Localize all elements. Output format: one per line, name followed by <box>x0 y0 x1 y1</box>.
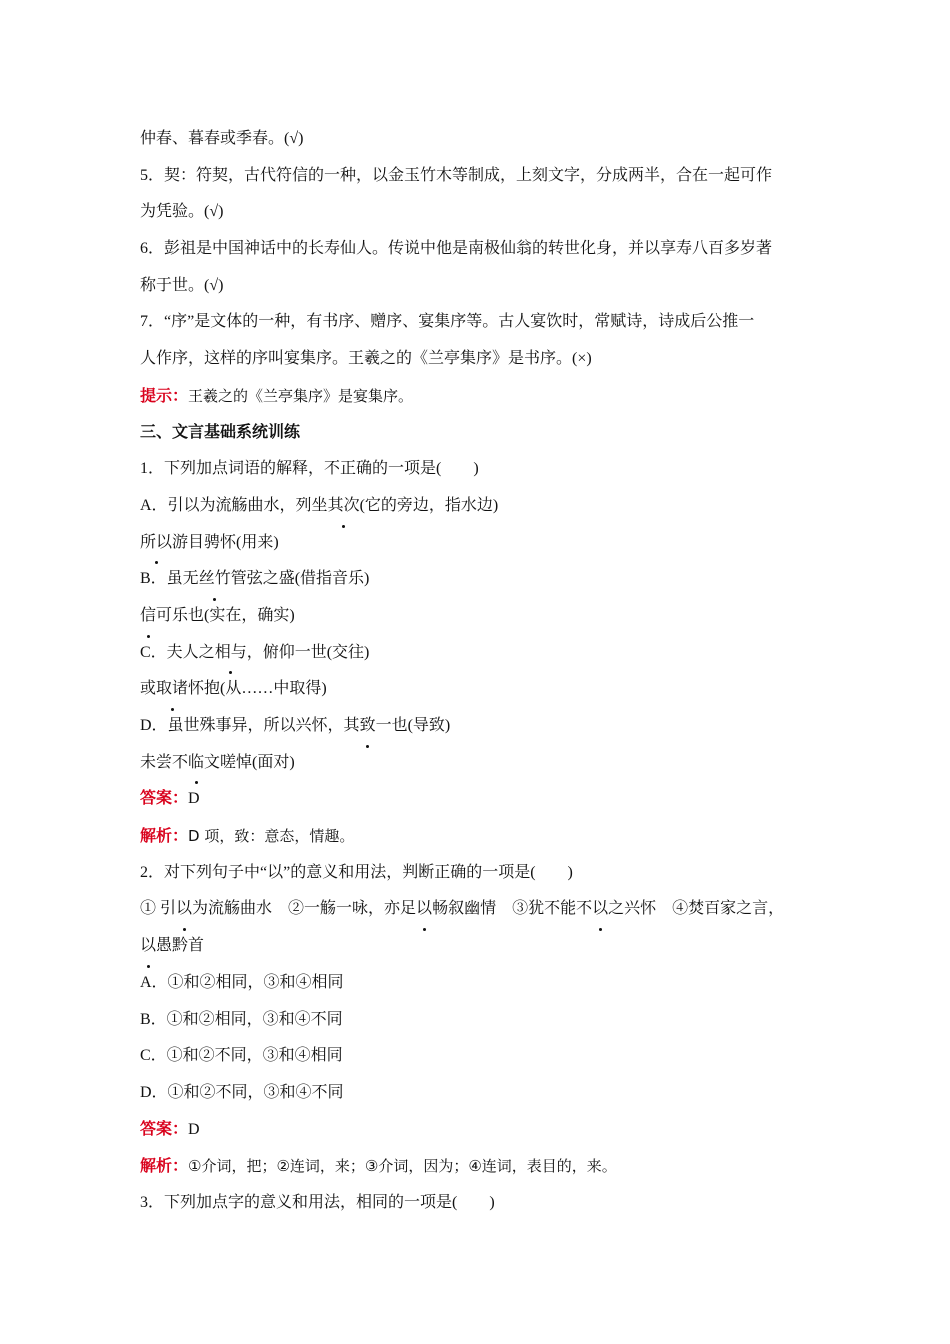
answer-label: 答案： <box>140 1120 189 1138</box>
answer-line <box>140 781 820 818</box>
dotted-word: 相与 <box>215 635 247 672</box>
question-7-line: 7．“序”是文体的一种，有书序、赠序、宴集序等。古人宴饮时，常赋诗，诗成后公推一 <box>140 313 755 331</box>
text-segment: 文嗟悼(面对) <box>204 753 295 771</box>
text-segment: D．虽世殊事异，所以兴怀，其 <box>140 717 360 734</box>
tip-label: 提示： <box>140 387 189 405</box>
answer-line <box>140 1112 820 1149</box>
text-segment: (它的旁边，指水边) <box>359 496 499 514</box>
text-segment: A．引以为流觞曲水，列坐 <box>140 496 328 514</box>
dotted-word: 以 <box>592 891 608 928</box>
section-heading: 三、文言基础系统训练 <box>140 423 301 441</box>
analysis-text: ①介词，把；②连词，来；③介词，因为；④连词，表目的，来。 <box>188 1157 617 1176</box>
option-a-line-1 <box>140 488 820 525</box>
text-segment: 或 <box>140 680 157 698</box>
dotted-word: 以 <box>176 891 192 928</box>
dotted-word: 取诸 <box>156 671 188 708</box>
text-segment: 一也(导致) <box>375 717 451 734</box>
dotted-word: 以 <box>416 891 432 928</box>
tip-text: 王羲之的《兰亭集序》是宴集序。 <box>188 386 414 405</box>
dotted-word: 丝竹 <box>199 561 231 598</box>
option-c: C．①和②不同，③和④相同 <box>140 1047 343 1065</box>
text-segment: C．夫人之 <box>140 643 215 661</box>
text-segment: B．虽无 <box>140 570 199 588</box>
text-segment: 为流觞曲水 ②一觞一咏，亦足 <box>192 900 417 918</box>
dotted-word: 所以 <box>140 525 172 562</box>
question-2-stem: 2．对下列句子中“以”的意义和用法，判断正确的一项是( ) <box>140 863 573 881</box>
option-c-line-2 <box>140 671 820 708</box>
option-d: D．①和②不同，③和④不同 <box>140 1083 344 1101</box>
text-line: 称于世。(√) <box>140 276 224 294</box>
tip-line <box>140 378 820 415</box>
text-line: 仲春、暮春或季春。(√) <box>140 130 304 147</box>
analysis-label: 解析： <box>140 1158 189 1176</box>
text-segment: ① 引 <box>140 900 177 918</box>
text-segment: 之兴怀 ④焚百家之言， <box>608 900 785 918</box>
question-6-line: 6．彭祖是中国神话中的长寿仙人。传说中他是南极仙翁的转世化身，并以享寿八百多岁著 <box>140 240 773 258</box>
text-segment: 愚黔首 <box>156 937 205 955</box>
option-a-line-2 <box>140 525 820 562</box>
question-3-stem: 3．下列加点字的意义和用法，相同的一项是( ) <box>140 1193 495 1211</box>
dotted-word: 信 <box>140 598 156 635</box>
text-segment: 未尝不 <box>140 753 189 771</box>
text-line: 人作序，这样的序叫宴集序。王羲之的《兰亭集序》是书序。(×) <box>140 350 592 368</box>
analysis-text: D 项，致：意态，情趣。 <box>188 827 355 846</box>
option-b: B．①和②相同，③和④不同 <box>140 1010 343 1028</box>
option-b-line-1 <box>140 561 820 598</box>
text-segment: 管弦之盛(借指音乐) <box>230 570 370 588</box>
analysis-line <box>140 818 820 855</box>
text-segment: 畅叙幽情 ③犹不能不 <box>432 900 593 918</box>
option-d-line-2 <box>140 745 820 782</box>
text-segment: 怀抱(从……中取得) <box>188 680 327 698</box>
question-1-stem: 1．下列加点词语的解释，不正确的一项是( ) <box>140 460 479 478</box>
text-segment: 可乐也(实在，确实) <box>156 606 295 624</box>
option-c-line-1 <box>140 635 820 672</box>
analysis-line <box>140 1148 820 1185</box>
text-line: 为凭验。(√) <box>140 203 224 221</box>
sentence-list-line-1 <box>140 891 820 928</box>
option-a: A．①和②相同，③和④相同 <box>140 973 344 991</box>
dotted-word: 临 <box>188 745 204 782</box>
analysis-label: 解析： <box>140 828 189 846</box>
question-5-line: 5．契：符契，古代符信的一种，以金玉竹木等制成，上刻文字，分成两半，合在一起可作 <box>140 166 773 184</box>
text-segment: ，俯仰一世(交往) <box>246 643 370 661</box>
text-segment: 游目骋怀(用来) <box>172 533 279 551</box>
sentence-list-line-2 <box>140 928 820 965</box>
dotted-word: 以 <box>140 928 156 965</box>
answer-value: D <box>188 1120 200 1138</box>
answer-label: 答案： <box>140 790 189 808</box>
document-page <box>140 121 820 1222</box>
option-b-line-2 <box>140 598 820 635</box>
dotted-word: 其次 <box>328 488 360 525</box>
option-d-line-1 <box>140 708 820 745</box>
answer-value: D <box>188 790 200 808</box>
dotted-word: 致 <box>360 708 376 745</box>
